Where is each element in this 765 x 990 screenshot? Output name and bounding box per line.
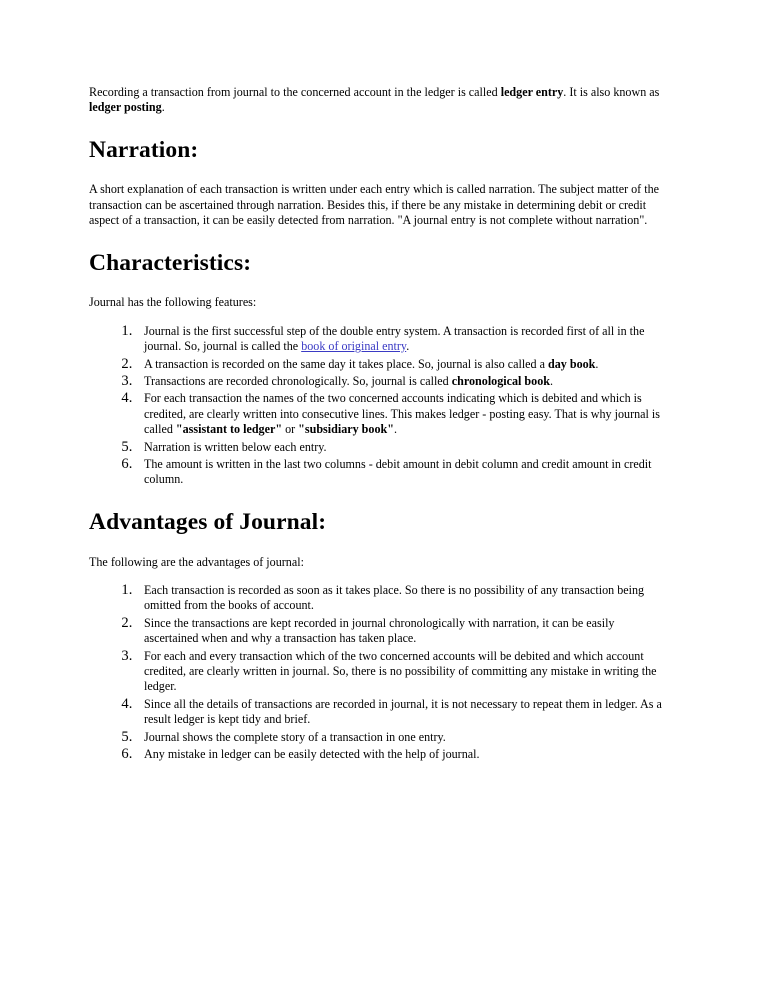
item-bold-subsidiary-book: "subsidiary book" xyxy=(298,422,394,437)
item-bold-chronological-book: chronological book xyxy=(451,374,550,388)
advantages-item-3: 3. For each and every transaction which of the two concerned accounts will be debited and which account credited, are clearly written in journal. So, there is no possibility of committing any mistake in writing the ledger. xyxy=(144,648,657,694)
advantages-item-5: 5. Journal shows the complete story of a transaction in one entry. xyxy=(144,729,446,744)
item-text-2-end: . xyxy=(595,356,599,371)
intro-text-1: Recording a transaction from journal to the concerned account in the ledger is called xyxy=(89,85,501,99)
list-item xyxy=(136,373,668,389)
list-item xyxy=(136,356,668,372)
advantages-item-1: 1. Each transaction is recorded as soon as it takes place. So there is no possibility of any transaction being omitted from the books of account. xyxy=(144,582,645,613)
narration-paragraph: A short explanation of each transaction is written under each entry which is called narration. The subject matter of the transaction can be ascertained through narration. Besides this, if there be any mistake in determining debit or credit aspect of a transaction, it can be easily detected from narration. "A journal entry is not complete without narration". xyxy=(89,182,660,228)
item-text-4-mid: or xyxy=(282,422,299,437)
list-item xyxy=(136,615,668,647)
list-item xyxy=(136,582,668,614)
intro-text-2: . It is also known as xyxy=(563,85,660,99)
list-item xyxy=(136,390,668,437)
characteristics-lead: Journal has the following features: xyxy=(89,295,257,310)
item-text-4-end: . xyxy=(393,422,397,437)
advantages-lead: The following are the advantages of journal: xyxy=(89,554,304,569)
advantages-item-4: 4. Since all the details of transactions are recorded in journal, it is not necessary to repeat them in ledger. As a result ledger is kept tidy and brief. xyxy=(144,696,662,727)
advantages-list xyxy=(89,582,668,762)
list-item xyxy=(136,696,668,728)
characteristics-item-3 xyxy=(144,374,668,389)
item-text-1-end: . xyxy=(406,339,410,354)
item-text-3-end: . xyxy=(549,374,554,388)
intro-bold-ledger-entry: ledger entry xyxy=(500,85,564,99)
item-text-4: For each transaction the names of the two concerned accounts indicating which is debited and which is credited, are clearly written into consecutive lines. This makes ledger - posting easy. That is why journal is called xyxy=(144,391,660,437)
characteristics-item-2 xyxy=(144,357,668,372)
characteristics-item-1 xyxy=(144,324,668,355)
item-text-1: Journal is the first successful step of the double entry system. A transaction is recorded first of all in the journal. So, journal is called the xyxy=(144,323,645,354)
item-bold-assistant-to-ledger: "assistant to ledger" xyxy=(175,422,283,437)
list-item xyxy=(136,648,668,695)
item-text-2: A transaction is recorded on the same day it takes place. So, journal is also called a xyxy=(144,356,549,371)
list-item xyxy=(136,729,668,745)
advantages-item-2: 2. Since the transactions are kept recorded in journal chronologically with narration, it can be easily ascertained when and why a transaction has taken place. xyxy=(144,615,615,646)
heading-characteristics: Characteristics: xyxy=(89,249,252,276)
characteristics-item-6: 6. The amount is written in the last two columns - debit amount in debit column and credit amount in credit column. xyxy=(144,457,652,487)
advantages-item-6: 6. Any mistake in ledger can be easily detected with the help of journal. xyxy=(144,746,480,761)
list-item xyxy=(136,323,668,355)
characteristics-list xyxy=(89,323,668,488)
list-item xyxy=(136,439,668,455)
heading-advantages-of-journal: Advantages of Journal: xyxy=(89,508,327,535)
section-advantages xyxy=(89,510,668,763)
section-characteristics xyxy=(89,251,668,488)
characteristics-item-4 xyxy=(144,391,668,437)
intro-text-3: . xyxy=(161,100,165,115)
intro-bold-ledger-posting: ledger posting xyxy=(89,100,162,115)
book-of-original-entry-link[interactable]: book of original entry xyxy=(301,339,407,354)
list-item xyxy=(136,746,668,762)
section-narration xyxy=(89,138,668,229)
heading-narration: Narration: xyxy=(89,136,199,163)
list-item xyxy=(136,456,668,488)
intro-paragraph xyxy=(89,85,668,116)
item-text-3: Transactions are recorded chronologically. So, journal is called xyxy=(144,374,452,388)
characteristics-item-5: 5. Narration is written below each entry. xyxy=(144,439,327,454)
item-bold-day-book: day book xyxy=(548,356,596,371)
